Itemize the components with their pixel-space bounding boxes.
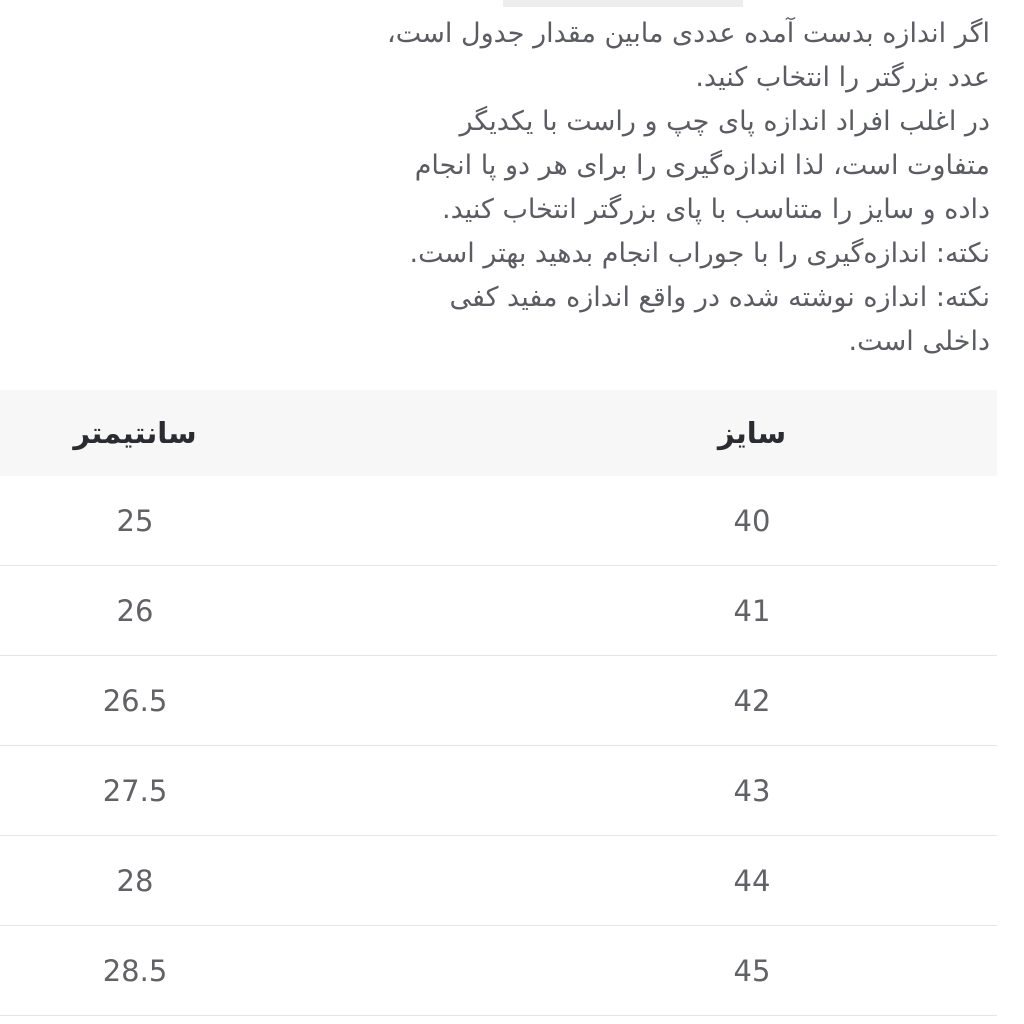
size-table-body <box>0 476 997 1016</box>
instruction-line: عدد بزرگتر را انتخاب کنید. <box>695 62 990 93</box>
cell-centimeter: 28 <box>116 863 154 898</box>
size-table <box>0 390 997 1016</box>
cell-centimeter: 25 <box>116 503 154 538</box>
header-cell-size: سایز <box>717 416 787 450</box>
cell-centimeter: 26 <box>116 593 154 628</box>
table-row <box>0 656 997 746</box>
cell-size: 44 <box>733 863 771 898</box>
instruction-line: نکته: اندازه نوشته شده در واقع اندازه مفید کفی <box>449 282 990 313</box>
cell-centimeter: 28.5 <box>102 953 168 988</box>
cell-size: 45 <box>733 953 771 988</box>
cell-size: 43 <box>733 773 771 808</box>
sizing-instructions <box>350 12 990 364</box>
table-row <box>0 566 997 656</box>
size-table-header <box>0 390 997 476</box>
instruction-line: داخلی است. <box>848 326 990 357</box>
cell-centimeter: 27.5 <box>102 773 168 808</box>
instruction-line: متفاوت است، لذا اندازه‌گیری را برای هر دو پا انجام <box>414 150 990 181</box>
instruction-line: اگر اندازه بدست آمده عددی مابین مقدار جدول است، <box>387 18 990 49</box>
cell-size: 40 <box>733 503 771 538</box>
cell-centimeter: 26.5 <box>102 683 168 718</box>
table-row <box>0 746 997 836</box>
table-row <box>0 836 997 926</box>
instruction-line: در اغلب افراد اندازه پای چپ و راست با یکدیگر <box>459 106 990 137</box>
header-cell-centimeter: سانتیمتر <box>73 416 197 450</box>
table-row <box>0 476 997 566</box>
table-row <box>0 926 997 1016</box>
cell-size: 41 <box>733 593 771 628</box>
cell-size: 42 <box>733 683 771 718</box>
instruction-line: نکته: اندازه‌گیری را با جوراب انجام بدهید بهتر است. <box>409 238 990 269</box>
instruction-line: داده و سایز را متناسب با پای بزرگتر انتخاب کنید. <box>441 194 990 225</box>
cropped-element-top <box>503 0 743 7</box>
